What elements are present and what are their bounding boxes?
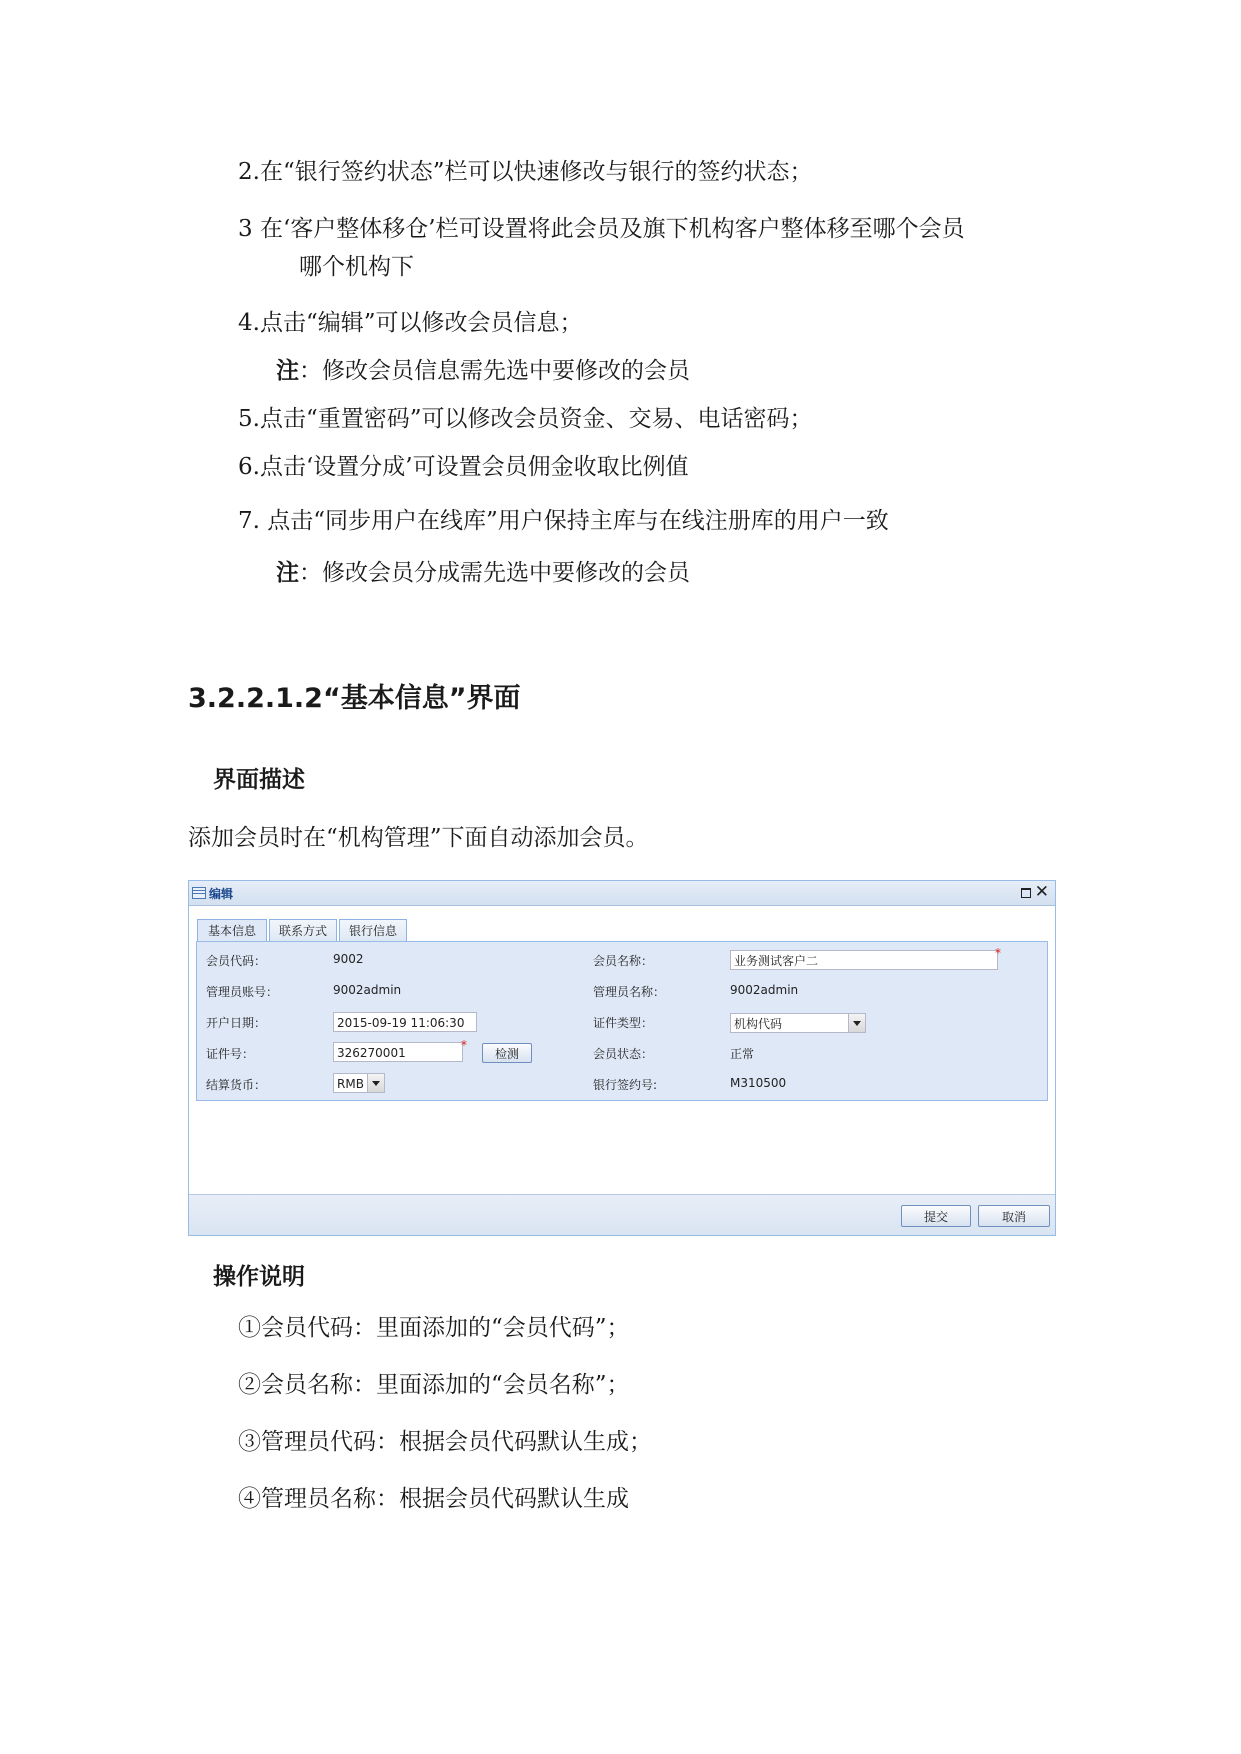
chevron-down-icon[interactable] bbox=[367, 1074, 384, 1092]
tab-contact[interactable]: 联系方式 bbox=[269, 919, 337, 942]
cancel-button[interactable]: 取消 bbox=[978, 1205, 1050, 1227]
list-item: 3 在‘客户整体移仓’栏可设置将此会员及旗下机构客户整体移至哪个会员 bbox=[238, 216, 965, 242]
list-item: ④管理员名称：根据会员代码默认生成 bbox=[238, 1486, 629, 1512]
id-type-label: 证件类型： bbox=[593, 1016, 654, 1030]
note-text: ：修改会员信息需先选中要修改的会员 bbox=[299, 358, 690, 384]
description-text: 添加会员时在“机构管理”下面自动添加会员。 bbox=[188, 825, 649, 851]
open-date-input[interactable]: 2015-09-19 11:06:30 bbox=[333, 1012, 477, 1032]
edit-dialog bbox=[188, 880, 1056, 1236]
subheading-description: 界面描述 bbox=[213, 767, 305, 793]
id-type-value: 机构代码 bbox=[734, 1017, 783, 1031]
note-text: ：修改会员分成需先选中要修改的会员 bbox=[299, 560, 690, 586]
list-item: 6.点击‘设置分成’可设置会员佣金收取比例值 bbox=[238, 454, 689, 480]
tab-basic-info[interactable]: 基本信息 bbox=[197, 919, 267, 943]
member-code-label: 会员代码： bbox=[206, 954, 267, 968]
currency-value: RMB bbox=[337, 1077, 364, 1091]
list-item-continuation: 哪个机构下 bbox=[299, 254, 414, 280]
id-number-input[interactable]: 326270001 bbox=[333, 1042, 463, 1062]
window-icon bbox=[192, 887, 206, 899]
member-name-input[interactable]: 业务测试客户二 bbox=[730, 950, 998, 970]
list-item: 7. 点击“同步用户在线库”用户保持主库与在线注册库的用户一致 bbox=[238, 508, 889, 534]
note bbox=[276, 558, 690, 588]
section-heading: 3.2.2.1.2“基本信息”界面 bbox=[188, 683, 521, 714]
list-item: 4.点击“编辑”可以修改会员信息； bbox=[238, 310, 583, 336]
list-item: 5.点击“重置密码”可以修改会员资金、交易、电话密码； bbox=[238, 406, 813, 432]
check-button[interactable]: 检测 bbox=[482, 1043, 532, 1063]
maximize-icon[interactable] bbox=[1021, 888, 1031, 898]
admin-account-label: 管理员账号： bbox=[206, 985, 279, 999]
chevron-down-icon[interactable] bbox=[848, 1014, 865, 1032]
dialog-footer bbox=[189, 1194, 1055, 1235]
id-type-select[interactable] bbox=[730, 1013, 866, 1033]
bank-sign-value: M310500 bbox=[730, 1076, 787, 1090]
bank-sign-label: 银行签约号: bbox=[593, 1078, 658, 1092]
note-label: 注 bbox=[276, 357, 299, 384]
admin-name-value: 9002admin bbox=[730, 983, 799, 997]
tab-bank-info[interactable]: 银行信息 bbox=[339, 919, 407, 942]
subheading-operations: 操作说明 bbox=[213, 1264, 305, 1290]
note bbox=[276, 356, 690, 386]
basic-info-form bbox=[196, 941, 1048, 1101]
dialog-title: 编辑 bbox=[209, 887, 234, 901]
currency-label: 结算货币： bbox=[206, 1078, 267, 1092]
list-item: ③管理员代码：根据会员代码默认生成； bbox=[238, 1429, 652, 1455]
admin-name-label: 管理员名称： bbox=[593, 985, 666, 999]
close-icon[interactable]: ✕ bbox=[1034, 882, 1049, 902]
member-status-label: 会员状态： bbox=[593, 1047, 654, 1061]
admin-account-value: 9002admin bbox=[333, 983, 402, 997]
member-name-label: 会员名称： bbox=[593, 954, 654, 968]
member-code-value: 9002 bbox=[333, 952, 364, 966]
currency-select[interactable] bbox=[333, 1073, 385, 1093]
member-status-value: 正常 bbox=[730, 1047, 755, 1061]
list-item: ②会员名称：里面添加的“会员名称”； bbox=[238, 1372, 630, 1398]
list-item: ①会员代码：里面添加的“会员代码”； bbox=[238, 1315, 630, 1341]
required-mark: * bbox=[461, 1038, 467, 1052]
id-number-label: 证件号： bbox=[206, 1047, 255, 1061]
note-label: 注 bbox=[276, 559, 299, 586]
required-mark: * bbox=[995, 946, 1001, 960]
submit-button[interactable]: 提交 bbox=[901, 1205, 971, 1227]
dialog-title-bar bbox=[189, 881, 1055, 906]
open-date-label: 开户日期： bbox=[206, 1016, 267, 1030]
list-item: 2.在“银行签约状态”栏可以快速修改与银行的签约状态； bbox=[238, 159, 813, 185]
